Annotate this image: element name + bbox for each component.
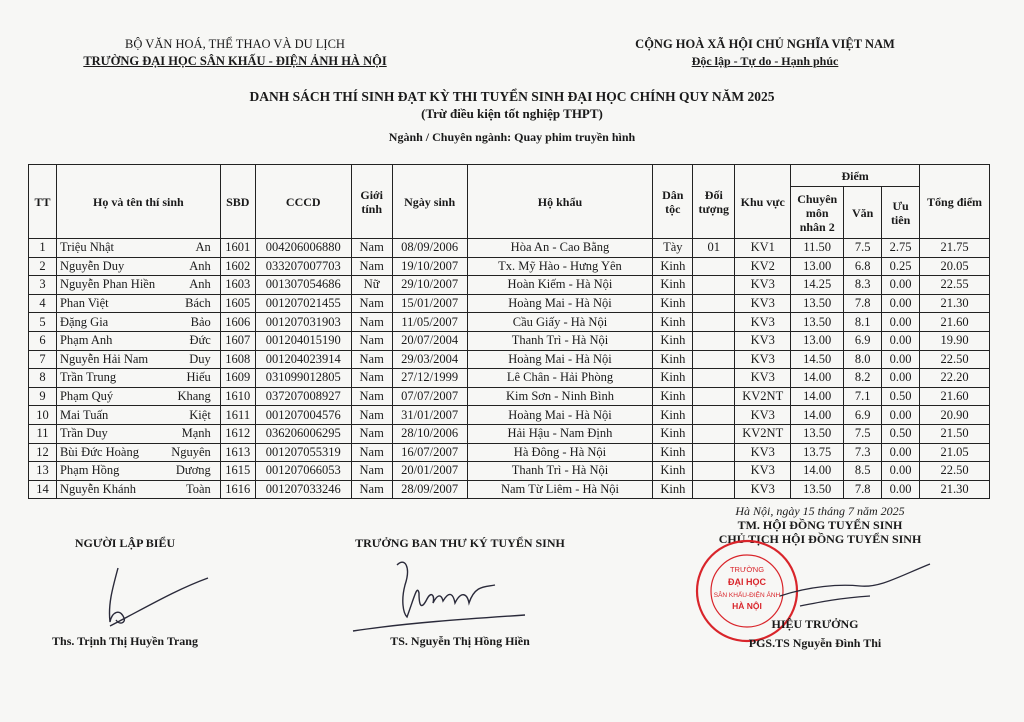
given-name: Bách	[185, 296, 211, 311]
cell-sbd: 1609	[220, 369, 255, 388]
family-name: Phạm Hồng	[59, 463, 120, 478]
cell-score-lit: 8.5	[844, 462, 882, 481]
council-line1: TM. HỘI ĐỒNG TUYỂN SINH	[737, 518, 903, 532]
cell-cccd: 001207004576	[255, 406, 351, 425]
cell-ethnic: Kinh	[653, 294, 693, 313]
header-right	[600, 36, 930, 70]
given-name: Dương	[175, 463, 211, 478]
cell-sbd: 1603	[220, 276, 255, 295]
col-gender: Giới tính	[351, 165, 392, 239]
col-name: Họ và tên thí sinh	[56, 165, 220, 239]
cell-address: Hải Hậu - Nam Định	[467, 424, 653, 443]
cell-name	[56, 350, 220, 369]
cell-total: 21.60	[920, 313, 990, 332]
cell-score-priority: 0.00	[882, 462, 920, 481]
cell-score-lit: 6.9	[844, 331, 882, 350]
cell-total: 20.05	[920, 257, 990, 276]
cell-total: 22.50	[920, 350, 990, 369]
cell-sbd: 1615	[220, 462, 255, 481]
cell-region: KV3	[735, 294, 791, 313]
cell-ethnic: Kinh	[653, 462, 693, 481]
cell-gender: Nam	[351, 239, 392, 258]
cell-priority-group	[693, 424, 735, 443]
cell-score-priority: 0.00	[882, 294, 920, 313]
cell-cccd: 001207033246	[255, 480, 351, 499]
family-name: Nguyễn Khánh	[59, 482, 136, 497]
ministry-name: BỘ VĂN HOÁ, THỂ THAO VÀ DU LỊCH	[125, 37, 345, 51]
given-name: Hiếu	[186, 370, 211, 385]
cell-dob: 29/03/2004	[392, 350, 467, 369]
cell-address: Lê Chân - Hải Phòng	[467, 369, 653, 388]
cell-priority-group: 01	[693, 239, 735, 258]
cell-dob: 16/07/2007	[392, 443, 467, 462]
cell-address: Hòa An - Cao Bằng	[467, 239, 653, 258]
cell-gender: Nam	[351, 313, 392, 332]
given-name: An	[195, 240, 211, 255]
cell-region: KV1	[735, 239, 791, 258]
cell-priority-group	[693, 294, 735, 313]
cell-tt: 13	[29, 462, 57, 481]
cell-priority-group	[693, 369, 735, 388]
cell-score-lit: 8.1	[844, 313, 882, 332]
cell-score-priority: 0.50	[882, 424, 920, 443]
cell-sbd: 1613	[220, 443, 255, 462]
cell-region: KV3	[735, 331, 791, 350]
cell-score-priority: 0.00	[882, 276, 920, 295]
family-name: Trần Duy	[59, 426, 108, 441]
cell-score-major: 14.00	[791, 406, 844, 425]
cell-dob: 07/07/2007	[392, 387, 467, 406]
secretary-signature	[345, 555, 535, 635]
cell-score-priority: 0.25	[882, 257, 920, 276]
cell-score-priority: 0.00	[882, 313, 920, 332]
cell-cccd: 001207066053	[255, 462, 351, 481]
cell-ethnic: Kinh	[653, 387, 693, 406]
given-name: Anh	[189, 277, 211, 292]
cell-total: 21.75	[920, 239, 990, 258]
stamp-line2: ĐẠI HỌC	[728, 577, 766, 587]
cell-sbd: 1612	[220, 424, 255, 443]
cell-tt: 4	[29, 294, 57, 313]
family-name: Nguyễn Phan Hiền	[59, 277, 156, 292]
cell-total: 22.55	[920, 276, 990, 295]
cell-gender: Nam	[351, 369, 392, 388]
rector-signature	[760, 556, 940, 616]
cell-score-major: 13.50	[791, 294, 844, 313]
cell-cccd: 031099012805	[255, 369, 351, 388]
cell-total: 21.30	[920, 294, 990, 313]
preparer-block	[40, 536, 210, 550]
col-score-group: Điểm	[791, 165, 920, 187]
cell-priority-group	[693, 462, 735, 481]
cell-score-major: 11.50	[791, 239, 844, 258]
col-region: Khu vực	[735, 165, 791, 239]
cell-name	[56, 443, 220, 462]
cell-gender: Nam	[351, 462, 392, 481]
given-name: Mạnh	[181, 426, 211, 441]
given-name: Anh	[189, 258, 211, 273]
cell-sbd: 1611	[220, 406, 255, 425]
table-row	[29, 313, 990, 332]
cell-name	[56, 424, 220, 443]
cell-score-priority: 0.00	[882, 331, 920, 350]
cell-ethnic: Tày	[653, 239, 693, 258]
cell-dob: 19/10/2007	[392, 257, 467, 276]
cell-ethnic: Kinh	[653, 424, 693, 443]
cell-address: Thanh Trì - Hà Nội	[467, 331, 653, 350]
cell-priority-group	[693, 443, 735, 462]
cell-region: KV3	[735, 313, 791, 332]
cell-priority-group	[693, 387, 735, 406]
cell-region: KV2	[735, 257, 791, 276]
table-row	[29, 239, 990, 258]
cell-name	[56, 313, 220, 332]
cell-priority-group	[693, 257, 735, 276]
cell-ethnic: Kinh	[653, 443, 693, 462]
cell-priority-group	[693, 406, 735, 425]
family-name: Phạm Quý	[59, 389, 114, 404]
col-ethnic: Dân tộc	[653, 165, 693, 239]
cell-dob: 20/07/2004	[392, 331, 467, 350]
cell-score-priority: 0.00	[882, 443, 920, 462]
cell-total: 19.90	[920, 331, 990, 350]
table-row	[29, 369, 990, 388]
cell-region: KV2NT	[735, 424, 791, 443]
cell-total: 22.50	[920, 462, 990, 481]
cell-cccd: 004206006880	[255, 239, 351, 258]
council-line2: CHỦ TỊCH HỘI ĐỒNG TUYỂN SINH	[718, 532, 922, 546]
stamp-line4: HÀ NỘI	[732, 601, 762, 611]
cell-tt: 1	[29, 239, 57, 258]
family-name: Nguyễn Hải Nam	[59, 351, 149, 366]
cell-score-lit: 7.3	[844, 443, 882, 462]
cell-gender: Nam	[351, 424, 392, 443]
col-address: Hộ khẩu	[467, 165, 653, 239]
secretary-title: TRƯỞNG BAN THƯ KÝ TUYỂN SINH	[355, 536, 565, 550]
cell-cccd: 036206006295	[255, 424, 351, 443]
cell-region: KV3	[735, 462, 791, 481]
cell-priority-group	[693, 350, 735, 369]
table-row	[29, 406, 990, 425]
cell-name	[56, 480, 220, 499]
cell-total: 21.60	[920, 387, 990, 406]
cell-score-major: 14.00	[791, 387, 844, 406]
cell-score-major: 13.50	[791, 313, 844, 332]
family-name: Nguyễn Duy	[59, 258, 125, 273]
given-name: Nguyên	[171, 444, 211, 459]
cell-priority-group	[693, 480, 735, 499]
cell-total: 21.30	[920, 480, 990, 499]
cell-name	[56, 387, 220, 406]
cell-score-major: 13.50	[791, 424, 844, 443]
cell-ethnic: Kinh	[653, 369, 693, 388]
cell-tt: 12	[29, 443, 57, 462]
cell-tt: 5	[29, 313, 57, 332]
cell-gender: Nam	[351, 480, 392, 499]
cell-name	[56, 462, 220, 481]
cell-priority-group	[693, 331, 735, 350]
cell-region: KV3	[735, 443, 791, 462]
stamp-line1: TRƯỜNG	[729, 565, 765, 574]
cell-dob: 20/01/2007	[392, 462, 467, 481]
cell-tt: 9	[29, 387, 57, 406]
preparer-name: Ths. Trịnh Thị Huyền Trang	[52, 634, 198, 648]
given-name: Duy	[189, 351, 211, 366]
cell-tt: 14	[29, 480, 57, 499]
given-name: Khang	[177, 389, 211, 404]
cell-gender: Nam	[351, 443, 392, 462]
stamp-line3: SÂN KHẤU-ĐIỆN ẢNH	[713, 592, 781, 599]
cell-tt: 6	[29, 331, 57, 350]
family-name: Trần Trung	[59, 370, 117, 385]
cell-sbd: 1616	[220, 480, 255, 499]
cell-tt: 11	[29, 424, 57, 443]
cell-score-priority: 2.75	[882, 239, 920, 258]
cell-sbd: 1607	[220, 331, 255, 350]
cell-score-major: 13.00	[791, 257, 844, 276]
family-name: Phan Việt	[59, 296, 109, 311]
rector-title: HIỆU TRƯỞNG	[771, 617, 859, 631]
cell-region: KV3	[735, 276, 791, 295]
family-name: Bùi Đức Hoàng	[59, 444, 139, 459]
table-row	[29, 387, 990, 406]
cell-gender: Nữ	[351, 276, 392, 295]
table-row	[29, 443, 990, 462]
cell-score-lit: 8.0	[844, 350, 882, 369]
cell-gender: Nam	[351, 331, 392, 350]
cell-score-lit: 7.8	[844, 294, 882, 313]
cell-ethnic: Kinh	[653, 313, 693, 332]
cell-gender: Nam	[351, 257, 392, 276]
cell-tt: 8	[29, 369, 57, 388]
cell-score-priority: 0.50	[882, 387, 920, 406]
col-sbd: SBD	[220, 165, 255, 239]
cell-address: Hoàng Mai - Hà Nội	[467, 294, 653, 313]
table-row	[29, 424, 990, 443]
cell-ethnic: Kinh	[653, 331, 693, 350]
cell-cccd: 001207031903	[255, 313, 351, 332]
cell-ethnic: Kinh	[653, 257, 693, 276]
major-line: Ngành / Chuyên ngành: Quay phim truyền hình	[388, 130, 636, 144]
cell-score-lit: 6.8	[844, 257, 882, 276]
given-name: Toàn	[186, 482, 211, 497]
cell-address: Cầu Giấy - Hà Nội	[467, 313, 653, 332]
given-name: Kiệt	[189, 407, 211, 422]
secretary-name: TS. Nguyễn Thị Hồng Hiền	[390, 634, 530, 648]
cell-total: 21.05	[920, 443, 990, 462]
col-score-lit: Văn	[844, 187, 882, 239]
cell-score-lit: 7.5	[844, 424, 882, 443]
cell-score-priority: 0.00	[882, 406, 920, 425]
cell-sbd: 1608	[220, 350, 255, 369]
cell-sbd: 1605	[220, 294, 255, 313]
cell-name	[56, 257, 220, 276]
family-name: Triệu Nhật	[59, 240, 115, 255]
cell-dob: 28/09/2007	[392, 480, 467, 499]
cell-cccd: 001204015190	[255, 331, 351, 350]
cell-dob: 08/09/2006	[392, 239, 467, 258]
cell-dob: 15/01/2007	[392, 294, 467, 313]
cell-dob: 31/01/2007	[392, 406, 467, 425]
rector-block	[710, 617, 920, 651]
cell-sbd: 1601	[220, 239, 255, 258]
family-name: Mai Tuấn	[59, 407, 109, 422]
table-row	[29, 480, 990, 499]
cell-address: Hoàng Mai - Hà Nội	[467, 406, 653, 425]
cell-sbd: 1602	[220, 257, 255, 276]
cell-address: Kim Sơn - Ninh Bình	[467, 387, 653, 406]
cell-tt: 7	[29, 350, 57, 369]
family-name: Phạm Anh	[59, 333, 113, 348]
cell-score-major: 13.75	[791, 443, 844, 462]
col-score-major: Chuyên môn nhân 2	[791, 187, 844, 239]
document-subtitle: (Trừ điều kiện tốt nghiệp THPT)	[421, 106, 603, 121]
cell-name	[56, 331, 220, 350]
given-name: Bảo	[190, 314, 211, 329]
document-title: DANH SÁCH THÍ SINH ĐẠT KỲ THI TUYỂN SINH ĐẠI HỌC CHÍNH QUY NĂM 2025	[249, 89, 775, 104]
cell-cccd: 037207008927	[255, 387, 351, 406]
cell-total: 20.90	[920, 406, 990, 425]
cell-ethnic: Kinh	[653, 276, 693, 295]
cell-cccd: 001307054686	[255, 276, 351, 295]
cell-region: KV3	[735, 406, 791, 425]
rector-name: PGS.TS Nguyễn Đình Thi	[748, 636, 882, 650]
cell-dob: 27/12/1999	[392, 369, 467, 388]
cell-dob: 29/10/2007	[392, 276, 467, 295]
table-row	[29, 294, 990, 313]
cell-ethnic: Kinh	[653, 350, 693, 369]
cell-score-lit: 7.1	[844, 387, 882, 406]
cell-score-major: 13.50	[791, 480, 844, 499]
cell-address: Hoàng Mai - Hà Nội	[467, 350, 653, 369]
cell-score-major: 14.00	[791, 369, 844, 388]
col-score-priority: Ưu tiên	[882, 187, 920, 239]
header-left	[60, 36, 410, 70]
cell-cccd: 001204023914	[255, 350, 351, 369]
cell-score-priority: 0.00	[882, 369, 920, 388]
cell-ethnic: Kinh	[653, 406, 693, 425]
cell-tt: 2	[29, 257, 57, 276]
cell-gender: Nam	[351, 406, 392, 425]
col-total: Tổng điểm	[920, 165, 990, 239]
cell-address: Tx. Mỹ Hào - Hưng Yên	[467, 257, 653, 276]
cell-sbd: 1606	[220, 313, 255, 332]
cell-score-lit: 8.3	[844, 276, 882, 295]
cell-score-lit: 8.2	[844, 369, 882, 388]
cell-tt: 3	[29, 276, 57, 295]
cell-dob: 11/05/2007	[392, 313, 467, 332]
cell-score-major: 14.25	[791, 276, 844, 295]
university-name: TRƯỜNG ĐẠI HỌC SÂN KHẤU - ĐIỆN ẢNH HÀ NỘI	[83, 54, 387, 68]
motto: Độc lập - Tự do - Hạnh phúc	[691, 54, 839, 68]
cell-region: KV3	[735, 480, 791, 499]
cell-region: KV3	[735, 369, 791, 388]
cell-score-lit: 7.8	[844, 480, 882, 499]
cell-score-priority: 0.00	[882, 480, 920, 499]
family-name: Đặng Gia	[59, 314, 109, 329]
table-row	[29, 276, 990, 295]
cell-score-lit: 6.9	[844, 406, 882, 425]
table-row	[29, 462, 990, 481]
cell-address: Thanh Trì - Hà Nội	[467, 462, 653, 481]
country-name: CỘNG HOÀ XÃ HỘI CHỦ NGHĨA VIỆT NAM	[635, 37, 895, 51]
date-line: Hà Nội, ngày 15 tháng 7 năm 2025	[735, 504, 905, 518]
cell-tt: 10	[29, 406, 57, 425]
col-dob: Ngày sinh	[392, 165, 467, 239]
cell-name	[56, 239, 220, 258]
candidate-table	[28, 164, 990, 499]
cell-score-major: 14.50	[791, 350, 844, 369]
cell-priority-group	[693, 313, 735, 332]
cell-gender: Nam	[351, 350, 392, 369]
cell-address: Hoàn Kiếm - Hà Nội	[467, 276, 653, 295]
cell-ethnic: Kinh	[653, 480, 693, 499]
table-row	[29, 331, 990, 350]
table-row	[29, 257, 990, 276]
cell-region: KV3	[735, 350, 791, 369]
cell-name	[56, 276, 220, 295]
cell-name	[56, 406, 220, 425]
cell-score-priority: 0.00	[882, 350, 920, 369]
cell-priority-group	[693, 276, 735, 295]
preparer-signature	[90, 560, 220, 635]
table-row	[29, 350, 990, 369]
col-priority-group: Đối tượng	[693, 165, 735, 239]
cell-address: Nam Từ Liêm - Hà Nội	[467, 480, 653, 499]
col-cccd: CCCD	[255, 165, 351, 239]
cell-total: 21.50	[920, 424, 990, 443]
cell-cccd: 001207021455	[255, 294, 351, 313]
preparer-title: NGƯỜI LẬP BIỂU	[74, 536, 176, 550]
cell-total: 22.20	[920, 369, 990, 388]
cell-score-lit: 7.5	[844, 239, 882, 258]
secretary-block	[330, 536, 590, 550]
table-body	[29, 239, 990, 499]
cell-name	[56, 369, 220, 388]
col-tt: TT	[29, 165, 57, 239]
cell-name	[56, 294, 220, 313]
cell-address: Hà Đông - Hà Nội	[467, 443, 653, 462]
cell-cccd: 033207007703	[255, 257, 351, 276]
given-name: Đức	[189, 333, 211, 348]
cell-gender: Nam	[351, 387, 392, 406]
cell-sbd: 1610	[220, 387, 255, 406]
cell-region: KV2NT	[735, 387, 791, 406]
cell-dob: 28/10/2006	[392, 424, 467, 443]
cell-score-major: 13.00	[791, 331, 844, 350]
cell-cccd: 001207055319	[255, 443, 351, 462]
cell-gender: Nam	[351, 294, 392, 313]
cell-score-major: 14.00	[791, 462, 844, 481]
